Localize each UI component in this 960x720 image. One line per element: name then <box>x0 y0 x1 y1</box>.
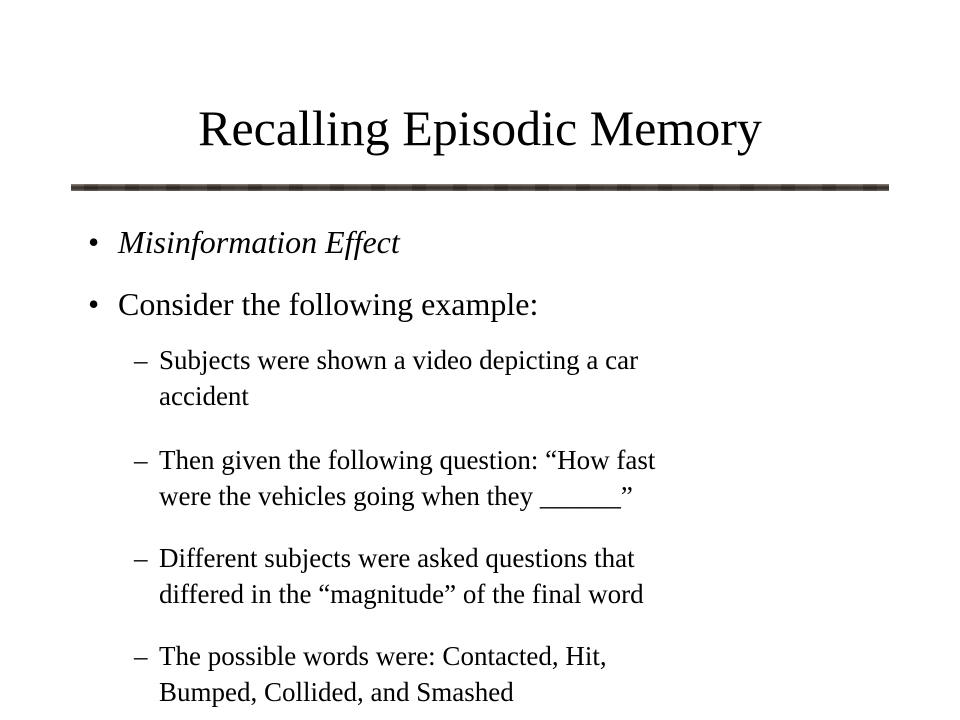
bullet-marker: • <box>88 224 100 260</box>
sub-bullet-text <box>159 342 859 414</box>
sub-bullet-line: accident <box>159 381 249 411</box>
sub-bullet-line: Different subjects were asked questions that <box>159 543 635 573</box>
sub-bullet-text <box>159 540 859 612</box>
sub-bullet-marker: – <box>134 641 148 671</box>
title-divider <box>71 184 889 191</box>
sub-bullet-line: were the vehicles going when they ______” <box>159 481 633 511</box>
sub-bullet-marker: – <box>134 345 148 375</box>
sub-bullet-line: The possible words were: Contacted, Hit, <box>159 641 607 671</box>
sub-bullet-text <box>159 442 859 514</box>
sub-bullet-line: Subjects were shown a video depicting a car <box>159 345 639 375</box>
sub-bullet-text <box>159 638 859 710</box>
sub-bullet-line: Bumped, Collided, and Smashed <box>159 677 514 707</box>
bullet-marker: • <box>88 286 100 322</box>
sub-bullet-marker: – <box>134 543 148 573</box>
bullet-text: Misinformation Effect <box>118 224 400 260</box>
sub-bullet-line: differed in the “magnitude” of the final word <box>159 579 644 609</box>
sub-bullet-marker: – <box>134 445 148 475</box>
sub-bullet-line: Then given the following question: “How fast <box>159 445 656 475</box>
bullet-text: Consider the following example: <box>118 286 539 322</box>
slide-title: Recalling Episodic Memory <box>198 100 762 156</box>
